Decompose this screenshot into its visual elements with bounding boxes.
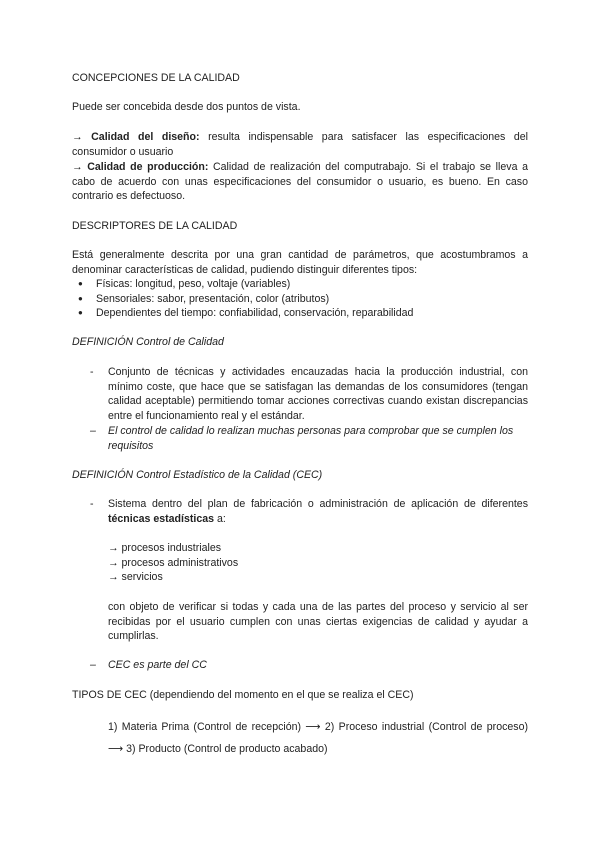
control-calidad-definition: Conjunto de técnicas y actividades encauzadas hacia la producción industrial, con mínimo coste, que hace que se satisfagan las demandas de los consumidores (tengan calidad aceptable) permitiendo tomar acciones correctivas cuando existan discrepancias entre el funcionamiento real y el estándar. xyxy=(108,366,528,422)
list-item: → procesos administrativos xyxy=(108,556,239,569)
list-item: ● Físicas: longitud, peso, voltaje (variables) xyxy=(72,277,528,292)
definicion-cec-title: DEFINICIÓN Control Estadístico de la Calidad (CEC) xyxy=(72,469,323,481)
definicion-control-calidad-title: DEFINICIÓN Control de Calidad xyxy=(72,336,224,348)
control-calidad-item-1 xyxy=(90,365,528,423)
calidad-diseno-text: resulta indispensable para satisfacer las especificaciones del consumidor o usuario xyxy=(72,131,528,158)
cec-areas-list xyxy=(108,541,528,585)
list-item: ● Dependientes del tiempo: confiabilidad, conservación, reparabilidad xyxy=(72,306,528,321)
descriptores-list xyxy=(72,277,528,321)
dash-marker: - xyxy=(90,366,94,378)
dash-marker: - xyxy=(90,498,94,510)
section-heading-tipos-cec: TIPOS DE CEC (dependiendo del momento en el que se realiza el CEC) xyxy=(72,689,414,701)
dash-marker: – xyxy=(90,659,96,671)
arrow-right-icon: → xyxy=(72,131,83,143)
concepciones-intro: Puede ser concebida desde dos puntos de vista. xyxy=(72,101,301,113)
control-calidad-note: El control de calidad lo realizan muchas personas para comprobar que se cumplen los requisitos xyxy=(108,425,514,452)
dash-marker: – xyxy=(90,425,96,437)
tecnicas-estadisticas-label: técnicas estadísticas xyxy=(108,512,214,525)
cec-item-2 xyxy=(90,658,528,673)
calidad-produccion-paragraph xyxy=(72,160,528,204)
cec-definition: Sistema dentro del plan de fabricación o administración de aplicación de diferentes técnicas estadísticas a: xyxy=(108,498,528,525)
list-item: → servicios xyxy=(108,571,163,584)
calidad-produccion-label: Calidad de producción: xyxy=(87,161,209,173)
calidad-diseno-paragraph xyxy=(72,130,528,159)
cec-purpose: con objeto de verificar si todas y cada una de las partes del proceso y servicio al ser recibidas por el usuario cumplen con unas ciertas exigencias de calidad y ayudar a cumplirlas. xyxy=(108,601,528,643)
cec-item-1 xyxy=(90,497,528,526)
control-calidad-item-2 xyxy=(90,424,528,453)
cec-note: CEC es parte del CC xyxy=(108,659,207,671)
calidad-produccion-text: Calidad de realización del computrabajo. Si el trabajo se lleva a cabo de acuerdo con unas especificaciones del consumidor o usuario, es bueno. En caso contrario es defectuoso. xyxy=(72,161,529,203)
arrow-right-icon: → xyxy=(72,161,83,173)
list-item: → procesos industriales xyxy=(108,542,222,554)
section-heading-concepciones: CONCEPCIONES DE LA CALIDAD xyxy=(72,72,240,84)
calidad-diseno-label: Calidad del diseño: xyxy=(91,131,200,143)
descriptores-intro: Está generalmente descrita por una gran cantidad de parámetros, que acostumbramos a denominar características de calidad, pudiendo distinguir diferentes tipos: xyxy=(72,249,528,276)
section-heading-descriptores: DESCRIPTORES DE LA CALIDAD xyxy=(72,220,238,232)
list-item: ● Sensoriales: sabor, presentación, color (atributos) xyxy=(72,292,528,307)
tipos-cec-flow: 1) Materia Prima (Control de recepción) ⟶ 2) Proceso industrial (Control de proceso) ⟶ 3) Producto (Control de producto acabado) xyxy=(108,721,528,755)
